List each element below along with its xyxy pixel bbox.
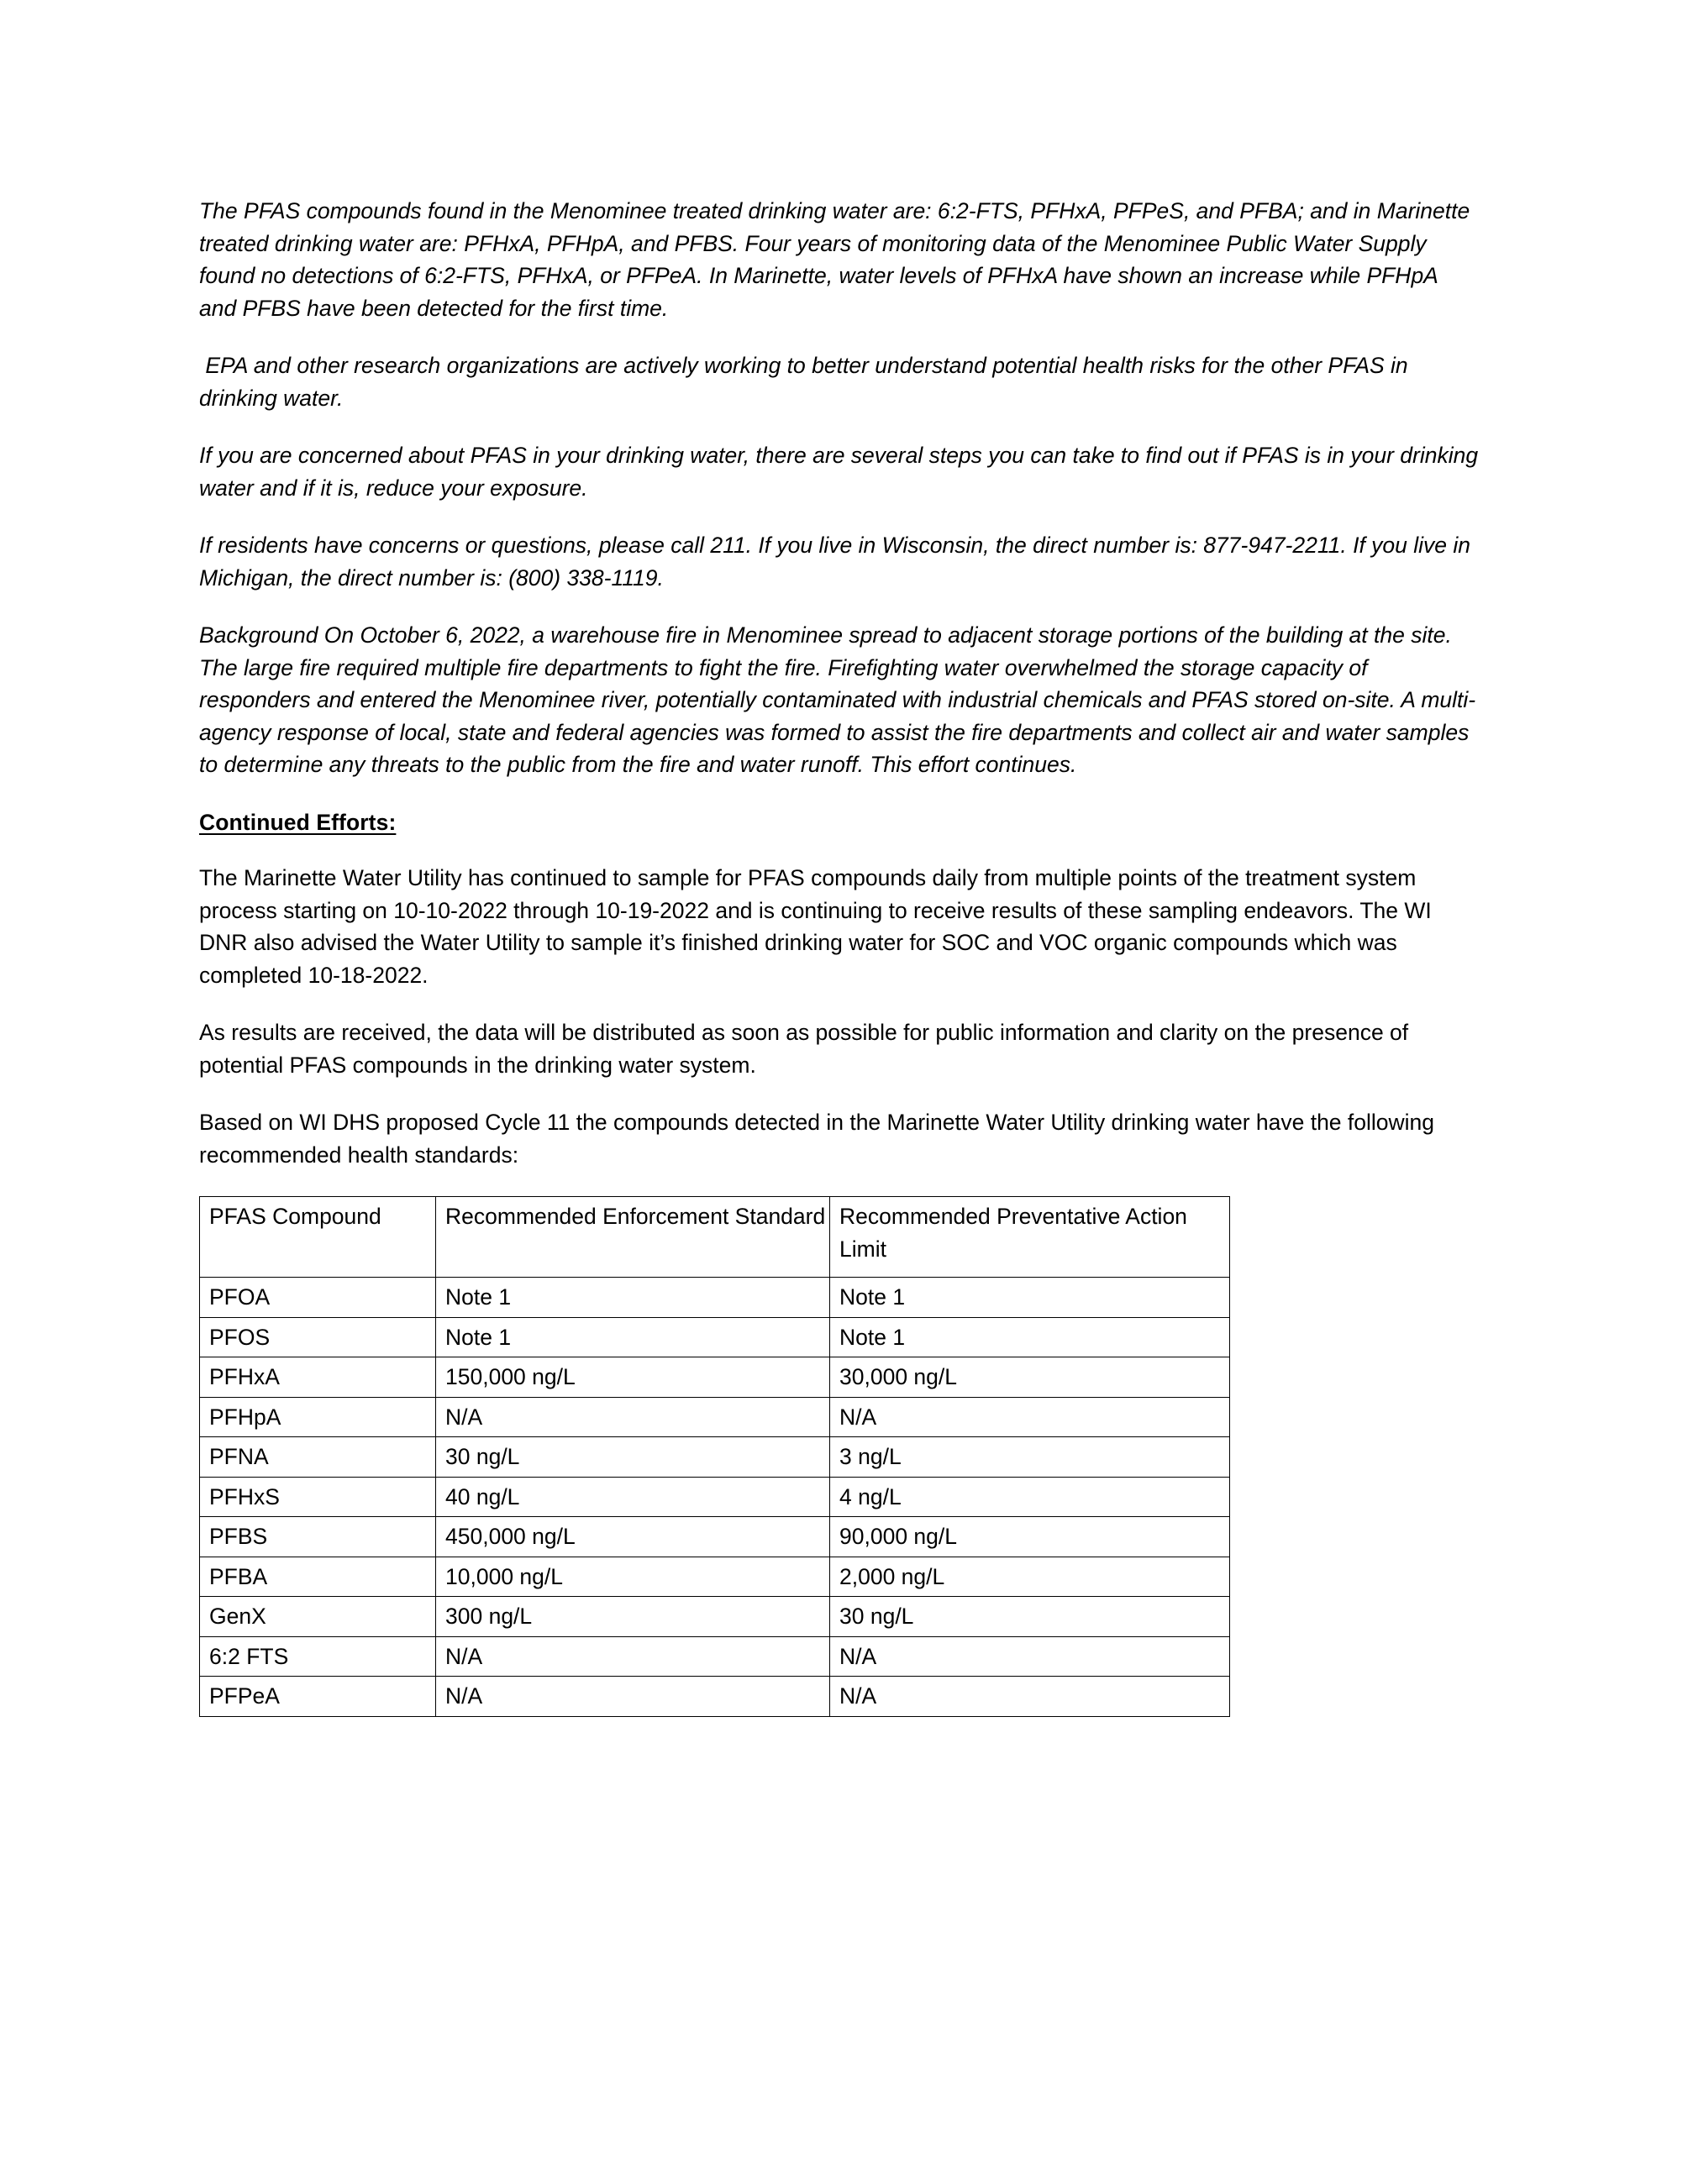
paragraph-concerned-about-pfas: If you are concerned about PFAS in your drinking water, there are several steps you can take to find out if PFAS is in your drinking water and if it is, reduce your exposure. (199, 443, 1485, 501)
cell-compound: PFHpA (200, 1397, 436, 1437)
cell-preventative-action-limit: 4 ng/L (830, 1477, 1230, 1517)
cell-compound: PFHxA (200, 1357, 436, 1398)
table-row (200, 1477, 1230, 1517)
table-row (200, 1437, 1230, 1478)
cell-enforcement-standard: 30 ng/L (436, 1437, 830, 1478)
paragraph-marinette-sampling: The Marinette Water Utility has continued to sample for PFAS compounds daily from multiple points of the treatment system process starting on 10-10-2022 through 10-19-2022 and is continuing to receive results of these sampling endeavors. The WI DNR also advised the Water Utility to sample it’s finished drinking water for SOC and VOC organic compounds which was completed 10-18-2022. (199, 865, 1438, 988)
cell-enforcement-standard: Note 1 (436, 1278, 830, 1318)
table-row (200, 1677, 1230, 1717)
cell-compound: PFBS (200, 1517, 436, 1557)
table-row (200, 1317, 1230, 1357)
cell-compound: PFPeA (200, 1677, 436, 1717)
paragraph-epa-research: EPA and other research organizations are actively working to better understand potential health risks for the other PFAS in drinking water. (199, 353, 1415, 411)
cell-preventative-action-limit: N/A (830, 1397, 1230, 1437)
table-row (200, 1357, 1230, 1398)
cell-compound: PFOA (200, 1278, 436, 1318)
cell-enforcement-standard: 40 ng/L (436, 1477, 830, 1517)
column-header-recommended-enforcement-standard: Recommended Enforcement Standard (436, 1197, 830, 1278)
cell-preventative-action-limit: 30,000 ng/L (830, 1357, 1230, 1398)
cell-enforcement-standard: Note 1 (436, 1317, 830, 1357)
table-row (200, 1557, 1230, 1597)
column-header-pfas-compound: PFAS Compound (200, 1197, 436, 1278)
cell-preventative-action-limit: N/A (830, 1677, 1230, 1717)
document-body (199, 195, 1485, 1717)
table-row (200, 1397, 1230, 1437)
table-row (200, 1597, 1230, 1637)
cell-compound: PFNA (200, 1437, 436, 1478)
cell-enforcement-standard: 300 ng/L (436, 1597, 830, 1637)
cell-compound: PFBA (200, 1557, 436, 1597)
paragraph-cycle-11-standards: Based on WI DHS proposed Cycle 11 the compounds detected in the Marinette Water Utility drinking water have the following recommended health standards: (199, 1110, 1441, 1168)
cell-preventative-action-limit: 3 ng/L (830, 1437, 1230, 1478)
paragraph-resident-contact-numbers: If residents have concerns or questions, please call 211. If you live in Wisconsin, the direct number is: 877-947-2211. If you live in Michigan, the direct number is: (800) 338-1119. (199, 533, 1477, 591)
pfas-health-standards-table (199, 1196, 1230, 1717)
table-body (200, 1278, 1230, 1717)
cell-preventative-action-limit: 2,000 ng/L (830, 1557, 1230, 1597)
cell-preventative-action-limit: Note 1 (830, 1317, 1230, 1357)
cell-enforcement-standard: 10,000 ng/L (436, 1557, 830, 1597)
cell-compound: PFOS (200, 1317, 436, 1357)
cell-enforcement-standard: N/A (436, 1636, 830, 1677)
paragraph-background-warehouse-fire: Background On October 6, 2022, a warehouse fire in Menominee spread to adjacent storage portions of the building at the site. The large fire required multiple fire departments to fight the fire. Firefighting water overwhelmed the storage capacity of responders and entered the Menominee river, potentially contaminated with industrial chemicals and PFAS stored on-site. A multi-agency response of local, state and federal agencies was formed to assist the fire departments and collect air and water samples to determine any threats to the public from the fire and water runoff. This effort continues. (199, 622, 1476, 777)
continued-efforts-section (199, 862, 1479, 1171)
cell-enforcement-standard: N/A (436, 1677, 830, 1717)
cell-enforcement-standard: N/A (436, 1397, 830, 1437)
heading-continued-efforts: Continued Efforts: (199, 809, 397, 835)
intro-section (199, 195, 1485, 781)
table-row (200, 1278, 1230, 1318)
cell-preventative-action-limit: N/A (830, 1636, 1230, 1677)
cell-enforcement-standard: 450,000 ng/L (436, 1517, 830, 1557)
paragraph-pfas-compounds-found: The PFAS compounds found in the Menominee treated drinking water are: 6:2-FTS, PFHxA, PFPeS, and PFBA; and in Marinette treated drinking water are: PFHxA, PFHpA, and PFBS. Four years of monitoring data of the Menominee Public Water Supply found no detections of 6:2-FTS, PFHxA, or PFPeA. In Marinette, water levels of PFHxA have shown an increase while PFHpA and PFBS have been detected for the first time. (199, 198, 1476, 321)
cell-compound: PFHxS (200, 1477, 436, 1517)
cell-preventative-action-limit: Note 1 (830, 1278, 1230, 1318)
cell-enforcement-standard: 150,000 ng/L (436, 1357, 830, 1398)
paragraph-results-distribution: As results are received, the data will be distributed as soon as possible for public information and clarity on the presence of potential PFAS compounds in the drinking water system. (199, 1020, 1415, 1078)
table-header-row (200, 1197, 1230, 1278)
cell-preventative-action-limit: 90,000 ng/L (830, 1517, 1230, 1557)
table-row (200, 1517, 1230, 1557)
cell-compound: 6:2 FTS (200, 1636, 436, 1677)
column-header-recommended-preventative-action-limit: Recommended Preventative Action Limit (830, 1197, 1230, 1278)
cell-compound: GenX (200, 1597, 436, 1637)
table-row (200, 1636, 1230, 1677)
cell-preventative-action-limit: 30 ng/L (830, 1597, 1230, 1637)
